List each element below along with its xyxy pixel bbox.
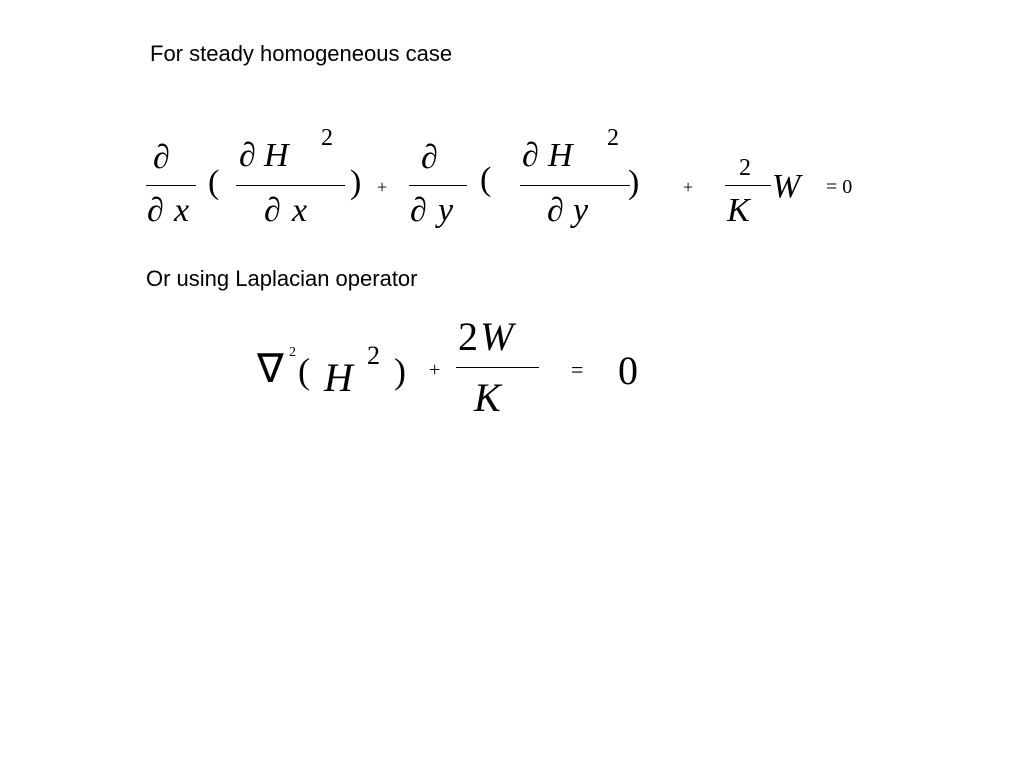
- eq2-frac-num-coef: 2: [458, 314, 478, 359]
- heading-laplacian: Or using Laplacian operator: [146, 266, 418, 291]
- eq1-close-paren-1: ): [350, 164, 362, 201]
- eq1-t5-fraction-bar: [725, 185, 771, 186]
- eq1-t5-var: W: [772, 168, 801, 205]
- eq1-t4-den-var: y: [573, 192, 589, 229]
- eq1-t3-fraction-bar: [409, 185, 467, 186]
- eq1-t2-num-var: H: [264, 137, 289, 174]
- heading-steady-homogeneous: For steady homogeneous case: [150, 41, 453, 66]
- eq2-var: H: [324, 355, 353, 400]
- eq1-t2-den-var: x: [292, 192, 308, 229]
- eq2-rhs: 0: [618, 348, 638, 393]
- eq1-t4-fraction-bar: [520, 185, 630, 186]
- eq1-t3-numerator: ∂: [421, 139, 438, 176]
- eq1-t2-num-partial: ∂: [239, 137, 256, 174]
- eq1-open-paren-2: (: [480, 161, 492, 198]
- eq2-frac-denominator: K: [474, 375, 501, 420]
- eq1-t1-fraction-bar: [146, 185, 196, 186]
- eq2-nabla-exponent: 2: [289, 345, 296, 360]
- eq1-t4-num-var: H: [548, 137, 573, 174]
- eq1-t1-den-partial: ∂: [147, 192, 164, 229]
- eq2-close-paren: ): [394, 351, 406, 391]
- eq1-plus-2: +: [683, 177, 694, 197]
- eq1-t3-den-var: y: [438, 192, 454, 229]
- nabla-icon: ∇: [257, 346, 284, 391]
- eq1-open-paren-1: (: [208, 164, 220, 201]
- eq1-t5-numerator: 2: [739, 155, 751, 181]
- eq1-t4-exponent: 2: [607, 125, 619, 151]
- eq1-close-paren-2: ): [628, 164, 640, 201]
- eq1-t5-denominator: K: [727, 192, 750, 229]
- eq1-t2-exponent: 2: [321, 125, 333, 151]
- eq2-plus: +: [429, 359, 441, 381]
- eq1-t4-den-partial: ∂: [547, 192, 564, 229]
- eq1-t2-den-partial: ∂: [264, 192, 281, 229]
- eq2-exponent: 2: [367, 341, 380, 370]
- eq1-t4-num-partial: ∂: [522, 137, 539, 174]
- eq1-t2-fraction-bar: [236, 185, 345, 186]
- eq1-t1-numerator: ∂: [153, 139, 170, 176]
- eq1-rhs: = 0: [826, 176, 853, 198]
- eq2-fraction-bar: [456, 367, 539, 368]
- eq1-t1-den-var: x: [174, 192, 190, 229]
- eq2-equals: =: [571, 357, 584, 382]
- eq1-plus-1: +: [377, 177, 388, 197]
- eq2-open-paren: (: [298, 351, 310, 391]
- eq2-frac-num-var: W: [480, 314, 514, 359]
- eq1-t3-den-partial: ∂: [410, 192, 427, 229]
